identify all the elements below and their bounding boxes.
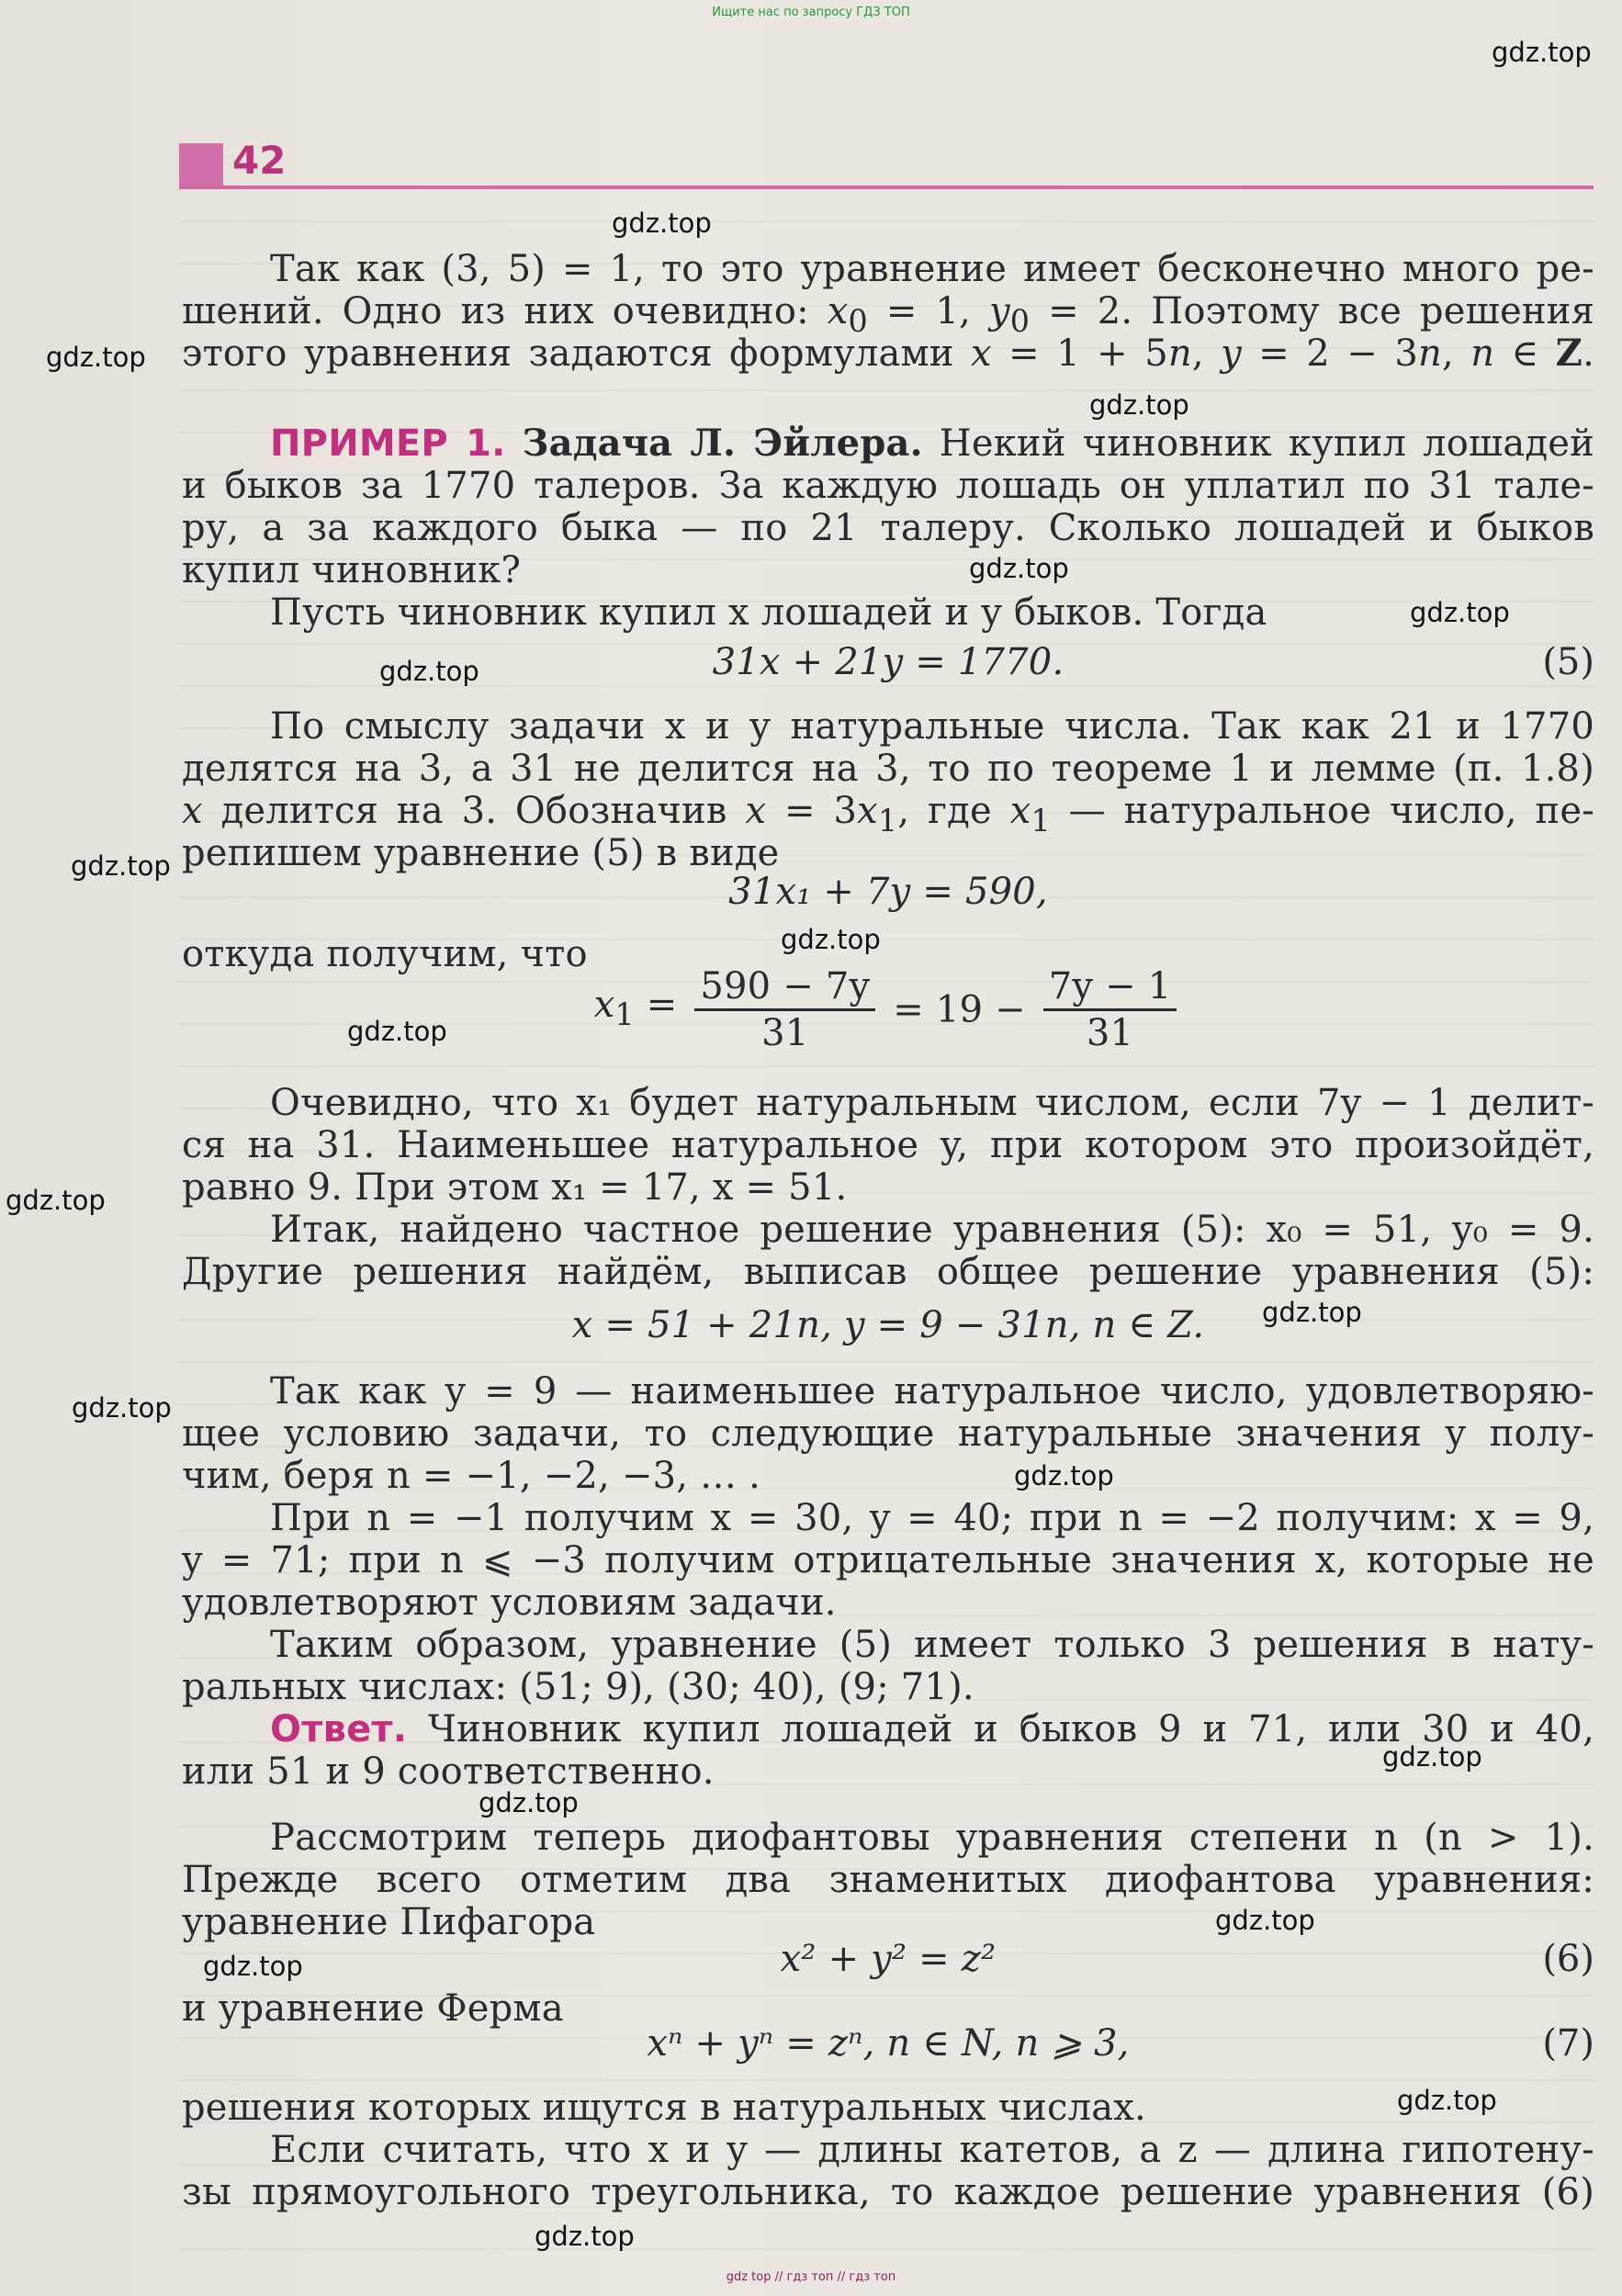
text-line: чим, беря n = −1, −2, −3, … . <box>182 1455 761 1497</box>
fraction-denominator: 31 <box>761 1012 809 1054</box>
example-label: ПРИМЕР 1. <box>270 422 506 465</box>
page-number: 42 <box>232 138 287 183</box>
watermark: gdz.top <box>1089 389 1189 421</box>
bottom-hint: gdz top // гдз топ // гдз топ <box>726 2270 896 2284</box>
equation-number: (5) <box>1542 641 1594 683</box>
fraction-numerator: 7y − 1 <box>1043 964 1177 1011</box>
watermark: gdz.top <box>203 1951 303 1982</box>
text-line: При n = −1 получим x = 30, y = 40; при n = −2 получим: x = 9, <box>270 1497 1594 1539</box>
text-fragment: шений. Одно из них очевидно: <box>182 290 809 332</box>
text-line: x делится на 3. Обозначив $x = 3x_1$, где $x_1$ — натуральное число, пе- <box>182 790 1595 838</box>
watermark: gdz.top <box>71 850 171 882</box>
watermark: gdz.top <box>379 656 479 687</box>
text-line: Другие решения найдём, выписав общее решение уравнения (5): <box>182 1251 1594 1293</box>
equation-number: (7) <box>1542 2022 1594 2065</box>
text-line: Прежде всего отметим два знаменитых диофантова уравнения: <box>182 1859 1594 1901</box>
page-marker <box>179 143 223 186</box>
watermark: gdz.top <box>479 1787 579 1818</box>
example-heading-line <box>182 422 1594 465</box>
text-fragment: Чиновник купил лошадей и быков 9 и 71, или 30 и 40, <box>427 1708 1594 1750</box>
text-line: Так как (3, 5) = 1, то это уравнение имеет бесконечно много ре- <box>270 248 1594 290</box>
text-line: По смыслу задачи x и y натуральные числа. Так как 21 и 1770 <box>270 705 1594 748</box>
fraction-equation: $x_1$ = $\frac{590 - 7y}{31}$ = 19 − $\frac{7y - 1}{31}$ <box>182 964 1594 1075</box>
math-inline: $x_0 = 1$, $y_0 = 2$. <box>827 290 1133 339</box>
text-line: и уравнение Ферма <box>182 1987 564 2030</box>
fraction <box>1043 964 1177 1055</box>
text-line: или 51 и 9 соответственно. <box>182 1750 715 1793</box>
example-title: Задача Л. Эйлера. <box>522 422 923 465</box>
page-header <box>179 138 1594 191</box>
text-fragment: Поэтому все решения <box>1151 290 1595 332</box>
watermark: gdz.top <box>1262 1297 1362 1328</box>
text-fragment: — натуральное число, пе- <box>1068 790 1595 832</box>
watermark: gdz.top <box>6 1185 106 1216</box>
equation-reduced: 31x₁ + 7y = 590, <box>728 871 1048 913</box>
text-line: Итак, найдено частное решение уравнения (5): x₀ = 51, y₀ = 9. <box>270 1209 1594 1251</box>
text-line: купил чиновник? <box>182 549 522 591</box>
watermark: gdz.top <box>46 342 146 373</box>
watermark: gdz.top <box>1492 37 1592 68</box>
text-line: и быков за 1770 талеров. За каждую лошадь он уплатил по 31 тале- <box>182 465 1594 507</box>
header-rule <box>179 186 1594 189</box>
text-line: y = 71; при n ⩽ −3 получим отрицательные значения x, которые не <box>182 1539 1594 1581</box>
text-line: ру, а за каждого быка — по 21 талеру. Сколько лошадей и быков <box>182 507 1594 549</box>
text-line: делятся на 3, а 31 не делится на 3, то по теореме 1 и лемме (п. 1.8) <box>182 748 1594 790</box>
text-line: решения которых ищутся в натуральных числах. <box>182 2087 1146 2129</box>
watermark: gdz.top <box>1014 1460 1114 1491</box>
watermark: gdz.top <box>969 553 1069 584</box>
text-fragment: этого уравнения задаются формулами <box>182 332 954 375</box>
equation-7: xⁿ + yⁿ = zⁿ, n ∈ N, n ⩾ 3, <box>647 2022 1130 2065</box>
watermark: gdz.top <box>1397 2085 1497 2116</box>
text-line <box>182 332 1594 375</box>
text-line: равно 9. При этом x₁ = 17, x = 51. <box>182 1166 848 1209</box>
fraction-numerator: 590 − 7y <box>694 964 875 1011</box>
text-line: щее условию задачи, то следующие натуральные значения y полу- <box>182 1412 1594 1455</box>
fraction-denominator: 31 <box>1086 1012 1134 1054</box>
watermark: gdz.top <box>72 1392 172 1424</box>
watermark: gdz.top <box>1410 597 1510 628</box>
answer-label: Ответ. <box>270 1708 408 1750</box>
text-fragment: делится на 3. Обозначив <box>220 790 727 832</box>
text-line: ся на 31. Наименьшее натуральное y, при котором это произойдёт, <box>182 1124 1594 1166</box>
fraction-mid: = 19 − <box>893 988 1026 1031</box>
watermark: gdz.top <box>1215 1905 1315 1936</box>
text-line: зы прямоугольного треугольника, то каждое решение уравнения (6) <box>182 2171 1594 2213</box>
watermark: gdz.top <box>347 1016 447 1047</box>
equation-general: x = 51 + 21n, y = 9 − 31n, n ∈ Z. <box>571 1304 1205 1346</box>
text-line: удовлетворяют условиям задачи. <box>182 1581 837 1624</box>
fraction <box>694 964 875 1055</box>
text-line: откуда получим, что <box>182 933 588 975</box>
text-line: Таким образом, уравнение (5) имеет только 3 решения в нату- <box>270 1624 1594 1666</box>
top-hint: Ищите нас по запросу ГДЗ ТОП <box>712 6 910 19</box>
math-inline: $x = 3x_1$, где $x_1$ <box>745 790 1051 838</box>
text-line: Если считать, что x и y — длины катетов, а z — длина гипотену- <box>270 2129 1594 2171</box>
equation-5: 31x + 21y = 1770. <box>712 641 1064 683</box>
watermark: gdz.top <box>1382 1741 1482 1773</box>
text-line: Очевидно, что x₁ будет натуральным числом, если 7y − 1 делит- <box>270 1082 1594 1124</box>
answer-line <box>182 1708 1594 1750</box>
text-line: ральных числах: (51; 9), (30; 40), (9; 71). <box>182 1666 974 1708</box>
math-inline: x = 1 + 5n, y = 2 − 3n, n ∈ Z. <box>971 332 1594 375</box>
equation-6: x² + y² = z² <box>780 1938 997 1980</box>
watermark: gdz.top <box>612 208 712 239</box>
equation-number: (6) <box>1542 1938 1594 1980</box>
watermark: gdz.top <box>781 924 881 955</box>
text-line: уравнение Пифагора <box>182 1901 596 1943</box>
text-line: Пусть чиновник купил x лошадей и y быков. Тогда <box>270 591 1267 634</box>
text-line: Рассмотрим теперь диофантовы уравнения степени n (n > 1). <box>270 1817 1594 1859</box>
text-fragment: Некий чиновник купил лошадей <box>939 422 1595 465</box>
text-line: репишем уравнение (5) в виде <box>182 832 780 874</box>
watermark: gdz.top <box>535 2221 635 2252</box>
text-line: Так как y = 9 — наименьшее натуральное число, удовлетворяю- <box>270 1370 1594 1412</box>
